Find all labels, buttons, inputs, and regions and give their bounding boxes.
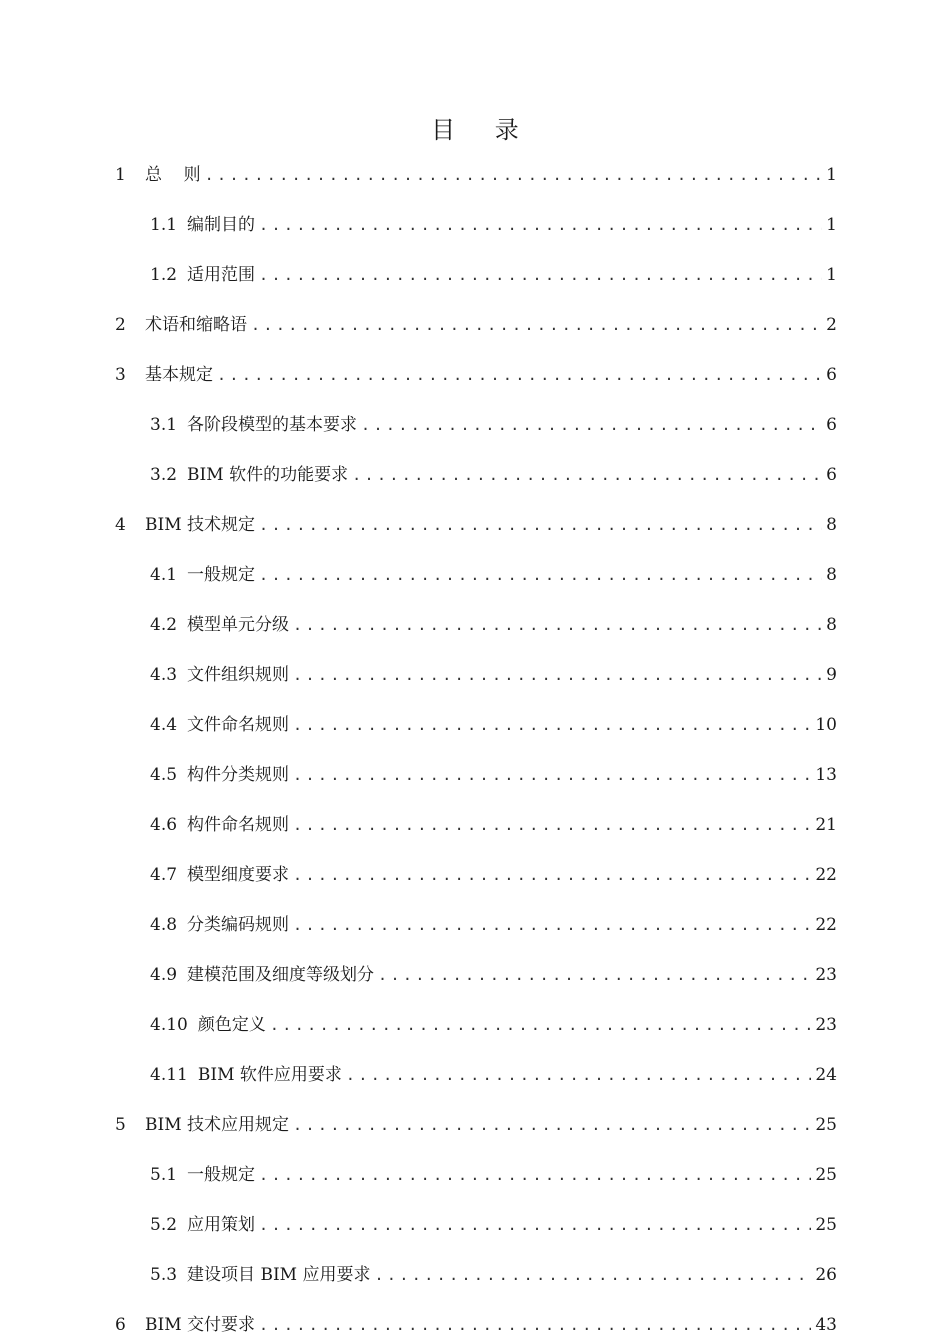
toc-entry-number: 4 xyxy=(115,515,126,535)
toc-entry[interactable] xyxy=(150,1210,837,1240)
toc-dot-leader xyxy=(293,910,811,940)
toc-dot-leader xyxy=(259,210,822,240)
toc-entry-number: 4.11 xyxy=(150,1065,188,1085)
toc-entry-title: BIM 技术规定 xyxy=(145,515,256,535)
toc-dot-leader xyxy=(259,1210,811,1240)
toc-entry-title: 建模范围及细度等级划分 xyxy=(187,965,375,985)
toc-entry-number: 3.1 xyxy=(150,415,178,435)
toc-entry-title: BIM 交付要求 xyxy=(145,1315,256,1335)
toc-dot-leader xyxy=(259,510,822,540)
toc-entry-number: 4.6 xyxy=(150,815,178,835)
toc-entry-page-number: 1 xyxy=(826,265,837,285)
toc-entry-page-number: 2 xyxy=(826,315,837,335)
toc-dot-leader xyxy=(270,1010,812,1040)
toc-entry-title: 编制目的 xyxy=(187,215,256,235)
toc-entry-number: 1.1 xyxy=(150,215,178,235)
toc-entry-title: 基本规定 xyxy=(145,365,213,385)
toc-entry[interactable] xyxy=(150,960,837,990)
toc-entry[interactable] xyxy=(115,510,837,540)
toc-dot-leader xyxy=(259,560,822,590)
toc-dot-leader xyxy=(293,760,811,790)
toc-entry[interactable] xyxy=(150,1160,837,1190)
toc-entry[interactable] xyxy=(150,560,837,590)
toc-entry-page-number: 23 xyxy=(815,965,837,985)
toc-dot-leader xyxy=(361,410,822,440)
toc-entry-number: 4.2 xyxy=(150,615,178,635)
toc-entry-page-number: 1 xyxy=(826,215,837,235)
toc-entry-number: 2 xyxy=(115,315,126,335)
toc-entry-page-number: 25 xyxy=(815,1165,837,1185)
toc-entry-title: 模型单元分级 xyxy=(187,615,290,635)
toc-entry[interactable] xyxy=(150,1010,837,1040)
toc-entry[interactable] xyxy=(150,260,837,290)
toc-entry[interactable] xyxy=(150,410,837,440)
toc-entry-title: 文件命名规则 xyxy=(187,715,290,735)
toc-entry-number: 1.2 xyxy=(150,265,178,285)
toc-entry-page-number: 10 xyxy=(815,715,837,735)
toc-entry-page-number: 24 xyxy=(815,1065,837,1085)
toc-entry[interactable] xyxy=(150,760,837,790)
toc-entry[interactable] xyxy=(150,810,837,840)
toc-dot-leader xyxy=(352,460,822,490)
toc-entry-number: 4.9 xyxy=(150,965,178,985)
toc-entry[interactable] xyxy=(150,460,837,490)
toc-entry-page-number: 8 xyxy=(826,565,837,585)
toc-entry[interactable] xyxy=(115,160,837,190)
toc-entry[interactable] xyxy=(115,360,837,390)
toc-dot-leader xyxy=(251,310,822,340)
toc-entry-page-number: 43 xyxy=(815,1315,837,1335)
toc-entry-number: 5.2 xyxy=(150,1215,178,1235)
toc-entry-number: 4.5 xyxy=(150,765,178,785)
toc-entry-page-number: 22 xyxy=(815,915,837,935)
toc-dot-leader xyxy=(293,810,811,840)
toc-entry-title: BIM 技术应用规定 xyxy=(145,1115,290,1135)
toc-entry-title: 分类编码规则 xyxy=(187,915,290,935)
toc-dot-leader xyxy=(259,1160,811,1190)
toc-entry-page-number: 8 xyxy=(826,515,837,535)
toc-entry[interactable] xyxy=(150,1260,837,1290)
toc-dot-leader xyxy=(293,660,822,690)
toc-dot-leader xyxy=(346,1060,811,1090)
toc-dot-leader xyxy=(378,960,811,990)
toc-dot-leader xyxy=(293,1110,811,1140)
toc-entry-title: BIM 软件的功能要求 xyxy=(187,465,349,485)
toc-entry-title: BIM 软件应用要求 xyxy=(197,1065,342,1085)
toc-entry-title: 应用策划 xyxy=(187,1215,256,1235)
toc-entry-page-number: 21 xyxy=(815,815,837,835)
toc-entry-number: 5.3 xyxy=(150,1265,178,1285)
toc-entry-number: 4.3 xyxy=(150,665,178,685)
toc-entry-title: 文件组织规则 xyxy=(187,665,290,685)
toc-entry[interactable] xyxy=(115,310,837,340)
toc-dot-leader xyxy=(374,1260,811,1290)
toc-entry-page-number: 13 xyxy=(815,765,837,785)
toc-dot-leader xyxy=(259,260,822,290)
toc-entry-page-number: 9 xyxy=(826,665,837,685)
toc-entry[interactable] xyxy=(115,1310,837,1340)
toc-dot-leader xyxy=(217,360,822,390)
toc-entry-page-number: 23 xyxy=(815,1015,837,1035)
toc-entry-title: 颜色定义 xyxy=(197,1015,266,1035)
toc-dot-leader xyxy=(205,160,823,190)
toc-entry-page-number: 6 xyxy=(826,365,837,385)
toc-dot-leader xyxy=(293,710,811,740)
toc-entry[interactable] xyxy=(150,910,837,940)
toc-entry-title: 建设项目 BIM 应用要求 xyxy=(187,1265,371,1285)
toc-dot-leader xyxy=(259,1310,811,1340)
toc-dot-leader xyxy=(293,860,811,890)
toc-entry-title: 术语和缩略语 xyxy=(145,315,247,335)
toc-entry-number: 6 xyxy=(115,1315,126,1335)
toc-entry-number: 1 xyxy=(115,165,126,185)
toc-entry[interactable] xyxy=(115,1110,837,1140)
toc-entry-page-number: 25 xyxy=(815,1115,837,1135)
toc-entry-page-number: 8 xyxy=(826,615,837,635)
toc-entry-title: 各阶段模型的基本要求 xyxy=(187,415,358,435)
toc-entry-page-number: 1 xyxy=(826,165,837,185)
toc-entry-page-number: 6 xyxy=(826,415,837,435)
toc-title: 目 录 xyxy=(431,116,535,144)
toc-entry[interactable] xyxy=(150,1060,837,1090)
toc-entry-number: 4.4 xyxy=(150,715,178,735)
toc-entry-number: 3 xyxy=(115,365,126,385)
toc-entry-title: 构件命名规则 xyxy=(187,815,290,835)
toc-entry-number: 5.1 xyxy=(150,1165,178,1185)
toc-entry-number: 4.8 xyxy=(150,915,178,935)
toc-entry-page-number: 26 xyxy=(815,1265,837,1285)
toc-entry-title: 构件分类规则 xyxy=(187,765,290,785)
toc-entry-page-number: 25 xyxy=(815,1215,837,1235)
toc-entry-title: 模型细度要求 xyxy=(187,865,290,885)
toc-entry-page-number: 6 xyxy=(826,465,837,485)
toc-entry-title: 一般规定 xyxy=(187,565,256,585)
toc-entry-number: 4.1 xyxy=(150,565,178,585)
toc-entry-title: 适用范围 xyxy=(187,265,256,285)
toc-entry-number: 4.7 xyxy=(150,865,178,885)
toc-entry[interactable] xyxy=(150,210,837,240)
toc-entry-number: 5 xyxy=(115,1115,126,1135)
toc-entry-title: 总 则 xyxy=(145,165,201,185)
toc-entry[interactable] xyxy=(150,860,837,890)
toc-entry-title: 一般规定 xyxy=(187,1165,256,1185)
toc-dot-leader xyxy=(293,610,822,640)
toc-entry-page-number: 22 xyxy=(815,865,837,885)
toc-entry-number: 3.2 xyxy=(150,465,178,485)
toc-entry[interactable] xyxy=(150,610,837,640)
toc-entry[interactable] xyxy=(150,710,837,740)
toc-entry[interactable] xyxy=(150,660,837,690)
toc-entry-number: 4.10 xyxy=(150,1015,188,1035)
